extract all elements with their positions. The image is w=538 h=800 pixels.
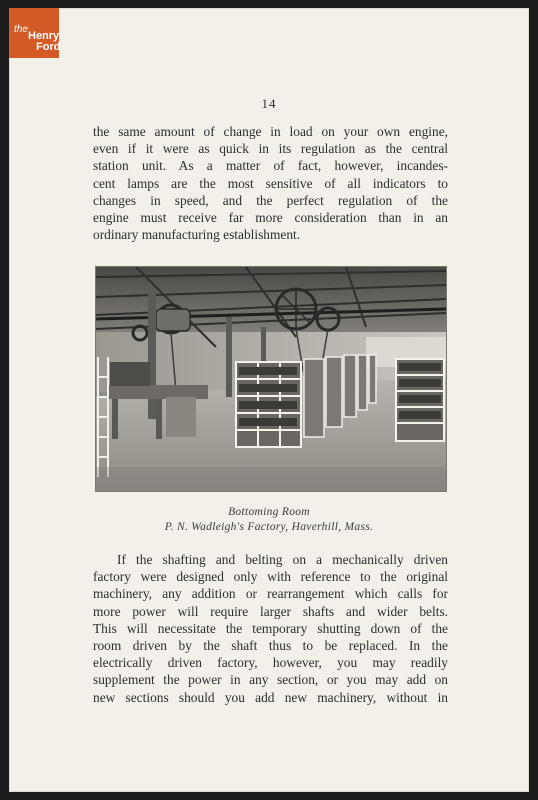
text-line: new sections should you add new machinery, without in (93, 689, 448, 705)
text-line: This will necessitate the temporary shutting down of the (93, 620, 448, 636)
text-line: cent lamps are the most sensitive of all indicators to (93, 175, 448, 191)
text-line: even if it were as quick in its regulation as the central (93, 141, 448, 157)
text-line: the same amount of change in load on your own engine, (93, 124, 448, 139)
photo-caption-title: Bottoming Room (228, 506, 310, 518)
paragraph-2 (93, 551, 448, 706)
text-line: more power will require larger shafts and wider belts. (93, 603, 448, 619)
text-line: room driven by the shaft thus to be replaced. In the (93, 638, 448, 654)
text-line: electrically driven factory, however, you may readily (93, 655, 448, 671)
document-page (9, 8, 529, 792)
text-line: factory were designed only with reference to the original (93, 569, 448, 585)
page-number: 14 (261, 96, 277, 111)
text-line: station unit. As a matter of fact, however, incandes- (93, 158, 448, 174)
paragraph-1 (93, 123, 448, 243)
text-line: ordinary manufacturing establishment. (93, 227, 301, 243)
henry-ford-logo: the Henry Ford (9, 8, 59, 58)
photo-caption-subtitle: P. N. Wadleigh's Factory, Haverhill, Mass. (164, 521, 374, 533)
text-line: changes in speed, and the perfect regulation of the (93, 192, 448, 208)
text-line: machinery, any addition or rearrangement which calls for (93, 586, 448, 602)
text-line: supplement the power in any section, or you may add on (93, 672, 448, 688)
factory-photograph (95, 266, 447, 492)
text-line: engine must receive far more consideration than in an (93, 210, 448, 226)
text-line: If the shafting and belting on a mechanically driven (117, 552, 448, 567)
